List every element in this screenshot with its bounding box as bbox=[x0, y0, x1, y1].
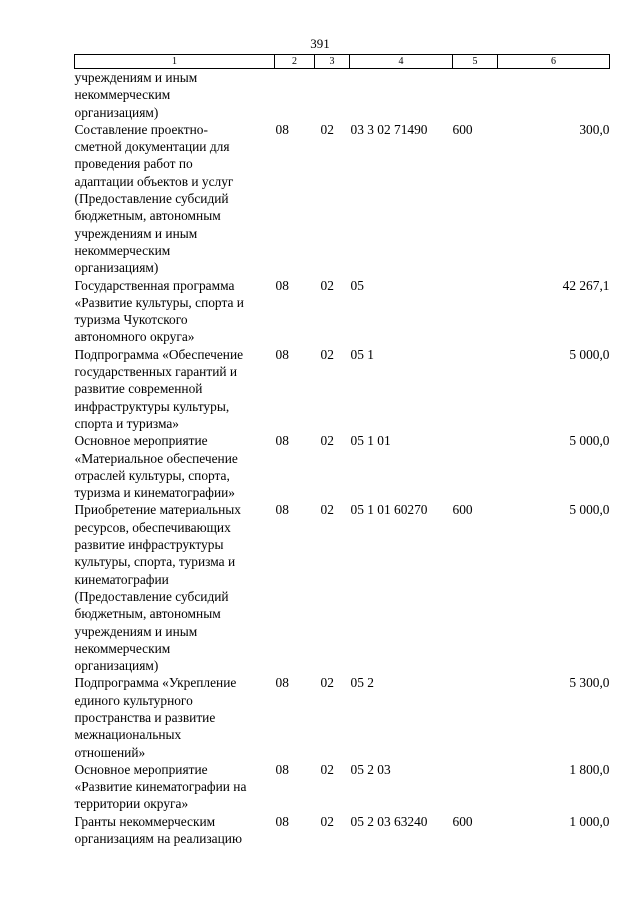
row-name-line: сметной документации для bbox=[74, 139, 230, 155]
expense-type-code bbox=[453, 674, 498, 760]
expense-type-code: 600 bbox=[452, 502, 473, 518]
row-name-line: (Предоставление субсидий bbox=[74, 191, 229, 207]
table-row bbox=[75, 432, 610, 501]
row-name bbox=[75, 501, 275, 674]
budget-table bbox=[74, 54, 610, 847]
amount: 300,0 bbox=[579, 121, 610, 137]
row-name-line: (Предоставление субсидий bbox=[74, 588, 229, 604]
row-name bbox=[75, 69, 275, 121]
row-name-line: ресурсов, обеспечивающих bbox=[74, 519, 231, 535]
row-name bbox=[75, 432, 275, 501]
table-row bbox=[75, 674, 610, 760]
header-col-1: 1 bbox=[75, 55, 275, 69]
subsection-code: 02 bbox=[320, 761, 334, 777]
amount: 42 267,1 bbox=[562, 277, 610, 293]
row-name-line: развитие современной bbox=[74, 381, 203, 397]
amount: 5 000,0 bbox=[569, 346, 610, 362]
page-number: 391 bbox=[310, 36, 330, 51]
row-name-line: Основное мероприятие bbox=[74, 761, 208, 777]
section-code: 08 bbox=[275, 675, 289, 691]
row-name bbox=[75, 761, 275, 813]
expense-type-code bbox=[453, 432, 498, 501]
row-name-line: «Развитие культуры, спорта и bbox=[74, 294, 244, 310]
row-name-line: Составление проектно- bbox=[74, 121, 208, 137]
section-code: 08 bbox=[275, 433, 289, 449]
row-name bbox=[75, 674, 275, 760]
row-name-line: организациям) bbox=[74, 260, 159, 276]
table-row bbox=[75, 69, 610, 121]
amount bbox=[498, 69, 610, 121]
target-article-code: 03 3 02 71490 bbox=[350, 121, 428, 137]
row-name-line: организациям) bbox=[74, 104, 159, 120]
target-article-code: 05 2 03 bbox=[350, 761, 391, 777]
row-name-line: развитие инфраструктуры bbox=[74, 537, 224, 553]
row-name-line: туризма и кинематографии» bbox=[74, 485, 235, 501]
header-col-3: 3 bbox=[315, 55, 350, 69]
target-article-code: 05 1 01 60270 bbox=[350, 502, 428, 518]
target-article-code: 05 1 01 bbox=[350, 433, 391, 449]
section-code: 08 bbox=[275, 121, 289, 137]
row-name bbox=[75, 277, 275, 346]
expense-type-code bbox=[453, 761, 498, 813]
row-name-line: отраслей культуры, спорта, bbox=[74, 467, 230, 483]
expense-type-code bbox=[453, 346, 498, 432]
section-code: 08 bbox=[275, 502, 289, 518]
target-article-code: 05 2 bbox=[350, 675, 374, 691]
table-header bbox=[75, 55, 610, 69]
expense-type-code bbox=[453, 69, 498, 121]
row-name-line: автономного округа» bbox=[74, 329, 195, 345]
section-code: 08 bbox=[275, 813, 289, 829]
subsection-code: 02 bbox=[320, 502, 334, 518]
row-name-line: некоммерческим bbox=[74, 242, 171, 258]
row-name-line: организациям на реализацию bbox=[74, 831, 242, 847]
row-name-line: пространства и развитие bbox=[74, 709, 216, 725]
row-name-line: учреждениям и иным bbox=[74, 70, 198, 85]
table-row bbox=[75, 121, 610, 277]
section-code: 08 bbox=[275, 277, 289, 293]
expense-type-code: 600 bbox=[452, 813, 473, 829]
row-name-line: отношений» bbox=[74, 744, 146, 760]
target-article-code: 05 1 bbox=[350, 346, 374, 362]
section-code: 08 bbox=[275, 761, 289, 777]
row-name-line: инфраструктуры культуры, bbox=[74, 398, 230, 414]
subsection-code: 02 bbox=[320, 121, 334, 137]
row-name-line: учреждениям и иным bbox=[74, 225, 198, 241]
table-row bbox=[75, 761, 610, 813]
header-col-2: 2 bbox=[275, 55, 315, 69]
target-article-code: 05 2 03 63240 bbox=[350, 813, 428, 829]
row-name-line: Приобретение материальных bbox=[74, 502, 241, 518]
expense-type-code: 600 bbox=[452, 121, 473, 137]
row-name-line: бюджетным, автономным bbox=[74, 208, 221, 224]
row-name-line: учреждениям и иным bbox=[74, 623, 198, 639]
row-name-line: территории округа» bbox=[74, 796, 189, 812]
row-name-line: Подпрограмма «Обеспечение bbox=[74, 346, 244, 362]
row-name-line: спорта и туризма» bbox=[74, 415, 179, 431]
table-row bbox=[75, 813, 610, 848]
table-row bbox=[75, 346, 610, 432]
subsection-code: 02 bbox=[320, 433, 334, 449]
header-col-4: 4 bbox=[350, 55, 453, 69]
section-code bbox=[275, 69, 315, 121]
amount: 1 800,0 bbox=[569, 761, 610, 777]
row-name-line: некоммерческим bbox=[74, 640, 171, 656]
subsection-code: 02 bbox=[320, 813, 334, 829]
row-name-line: туризма Чукотского bbox=[74, 312, 188, 328]
amount: 5 000,0 bbox=[569, 433, 610, 449]
header-col-5: 5 bbox=[453, 55, 498, 69]
subsection-code: 02 bbox=[320, 277, 334, 293]
header-row bbox=[75, 55, 610, 69]
row-name bbox=[75, 346, 275, 432]
target-article-code: 05 bbox=[350, 277, 364, 293]
row-name-line: Гранты некоммерческим bbox=[74, 813, 216, 829]
table-body bbox=[75, 69, 610, 848]
row-name bbox=[75, 121, 275, 277]
amount: 5 000,0 bbox=[569, 502, 610, 518]
subsection-code bbox=[315, 69, 350, 121]
row-name-line: Государственная программа bbox=[74, 277, 235, 293]
target-article-code bbox=[350, 69, 453, 121]
row-name-line: «Материальное обеспечение bbox=[74, 450, 238, 466]
row-name-line: Основное мероприятие bbox=[74, 433, 208, 449]
table-row bbox=[75, 501, 610, 674]
table-row bbox=[75, 277, 610, 346]
row-name bbox=[75, 813, 275, 848]
row-name-line: организациям) bbox=[74, 658, 159, 674]
row-name-line: кинематографии bbox=[74, 571, 169, 587]
subsection-code: 02 bbox=[320, 675, 334, 691]
row-name-line: межнациональных bbox=[74, 727, 182, 743]
expense-type-code bbox=[453, 277, 498, 346]
amount: 1 000,0 bbox=[569, 813, 610, 829]
subsection-code: 02 bbox=[320, 346, 334, 362]
amount: 5 300,0 bbox=[569, 675, 610, 691]
row-name-line: «Развитие кинематографии на bbox=[74, 779, 247, 795]
row-name-line: государственных гарантий и bbox=[74, 364, 238, 380]
row-name-line: Подпрограмма «Укрепление bbox=[74, 675, 237, 691]
row-name-line: проведения работ по bbox=[74, 156, 193, 172]
row-name-line: культуры, спорта, туризма и bbox=[74, 554, 236, 570]
header-col-6: 6 bbox=[498, 55, 610, 69]
row-name-line: некоммерческим bbox=[74, 87, 171, 103]
row-name-line: бюджетным, автономным bbox=[74, 606, 221, 622]
row-name-line: адаптации объектов и услуг bbox=[74, 173, 234, 189]
section-code: 08 bbox=[275, 346, 289, 362]
row-name-line: единого культурного bbox=[74, 692, 193, 708]
